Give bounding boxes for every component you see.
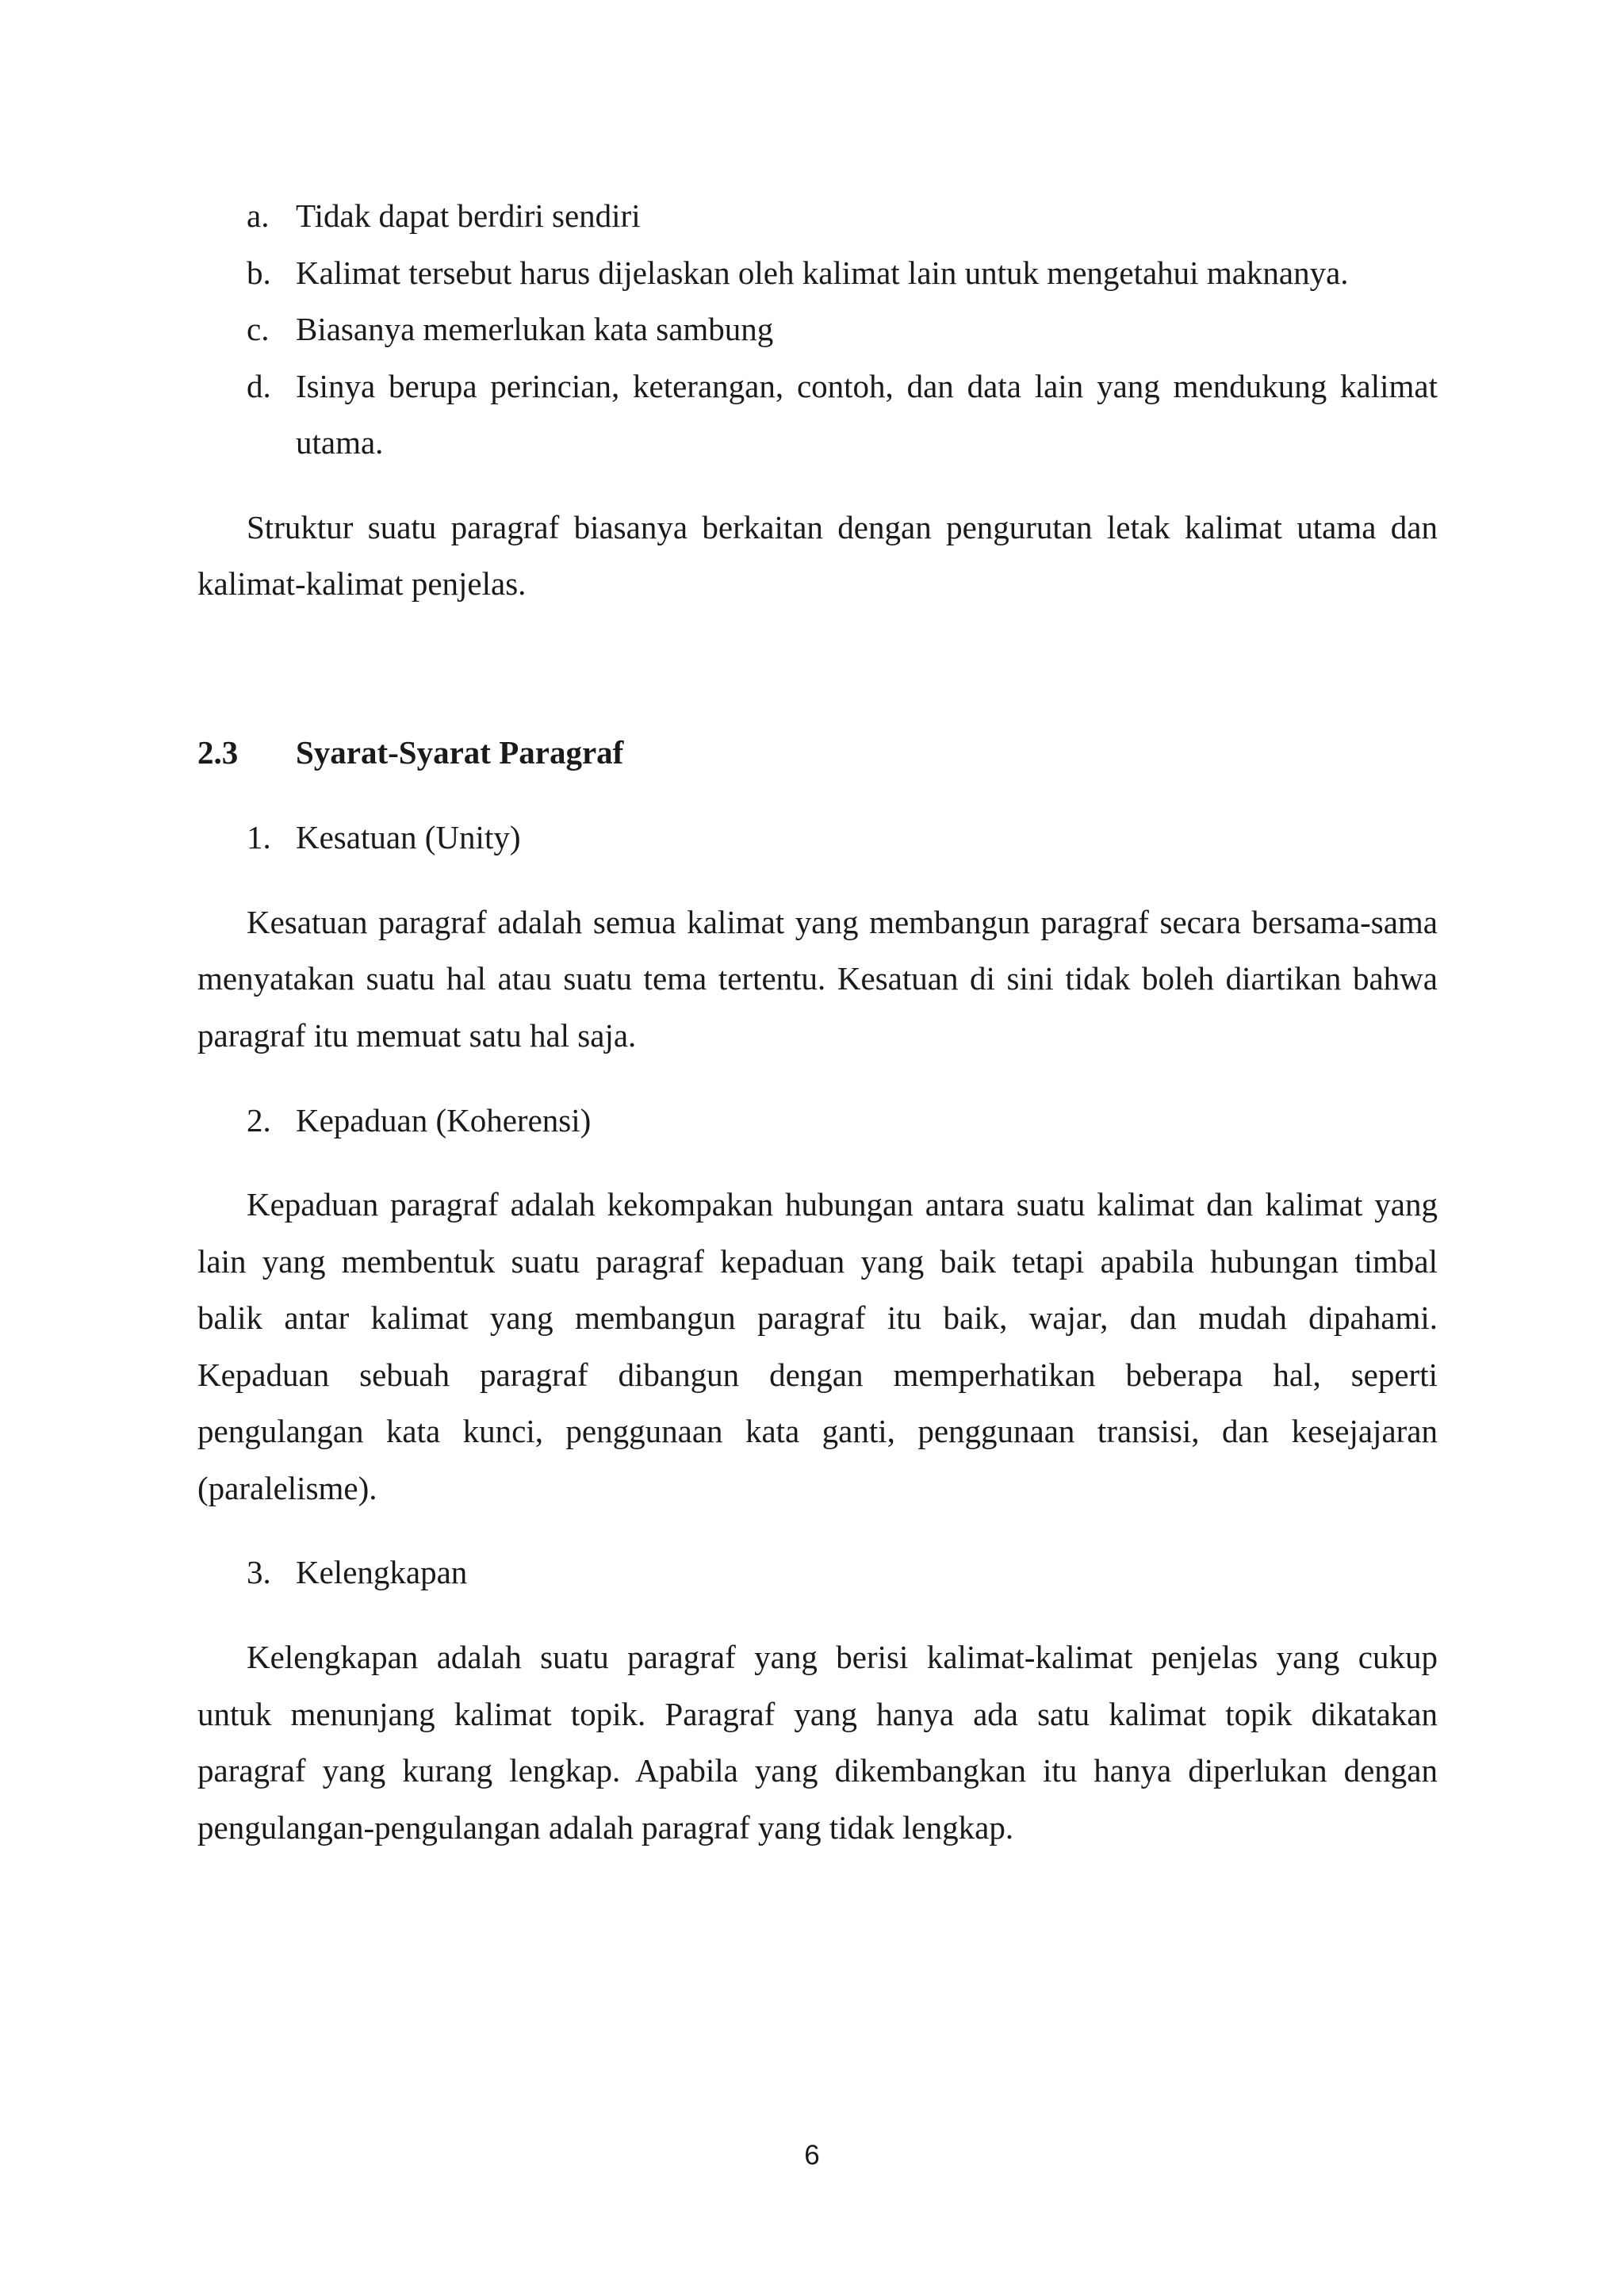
subsection-marker: 1.: [247, 819, 271, 855]
paragraph-line: pengulangan-pengulangan adalah paragraf yang tidak lengkap.: [197, 1809, 1014, 1846]
section-title: Syarat-Syarat Paragraf: [296, 734, 624, 771]
page-number: 6: [804, 2140, 820, 2171]
subsection-title: Kesatuan (Unity): [296, 819, 521, 855]
subsection-title: Kelengkapan: [296, 1554, 468, 1590]
list-marker: a.: [247, 197, 270, 234]
paragraph-line: Kesatuan paragraf adalah semua kalimat yang membangun paragraf secara bersama-sama: [247, 904, 1438, 940]
paragraph-line: paragraf itu memuat satu hal saja.: [197, 1017, 637, 1054]
paragraph-line: lain yang membentuk suatu paragraf kepaduan yang baik tetapi apabila hubungan timbal: [197, 1243, 1438, 1280]
subsection-marker: 3.: [247, 1554, 271, 1590]
section-number: 2.3: [197, 734, 239, 771]
subsection-title: Kepaduan (Koherensi): [296, 1102, 592, 1138]
paragraph-line: menyatakan suatu hal atau suatu tema tertentu. Kesatuan di sini tidak boleh diartikan bahwa: [197, 960, 1438, 997]
paragraph-line: Kepaduan sebuah paragraf dibangun dengan memperhatikan beberapa hal, seperti: [197, 1357, 1438, 1393]
list-marker: b.: [247, 254, 271, 291]
list-item-text: Biasanya memerlukan kata sambung: [296, 311, 774, 347]
paragraph-line: balik antar kalimat yang membangun paragraf itu baik, wajar, dan mudah dipahami.: [197, 1299, 1438, 1336]
paragraph-line: Struktur suatu paragraf biasanya berkaitan dengan pengurutan letak kalimat utama dan: [247, 509, 1438, 545]
list-marker: c.: [247, 311, 270, 347]
subsection-marker: 2.: [247, 1102, 271, 1138]
list-item-text: Kalimat tersebut harus dijelaskan oleh kalimat lain untuk mengetahui maknanya.: [296, 254, 1349, 291]
paragraph-line: Kelengkapan adalah suatu paragraf yang berisi kalimat-kalimat penjelas yang cukup: [247, 1639, 1438, 1675]
list-marker: d.: [247, 368, 271, 404]
paragraph-line: Kepaduan paragraf adalah kekompakan hubungan antara suatu kalimat dan kalimat yang: [247, 1186, 1438, 1223]
paragraph-line: paragraf yang kurang lengkap. Apabila yang dikembangkan itu hanya diperlukan dengan: [197, 1752, 1438, 1789]
paragraph-line: kalimat-kalimat penjelas.: [197, 565, 527, 602]
list-item-text: Isinya berupa perincian, keterangan, contoh, dan data lain yang mendukung kalimat: [296, 368, 1438, 404]
paragraph-line: pengulangan kata kunci, penggunaan kata ganti, penggunaan transisi, dan kesejajaran: [197, 1413, 1438, 1449]
list-item-text: utama.: [296, 424, 384, 461]
list-item-text: Tidak dapat berdiri sendiri: [296, 197, 641, 234]
paragraph-line: (paralelisme).: [197, 1470, 377, 1506]
paragraph-line: untuk menunjang kalimat topik. Paragraf yang hanya ada satu kalimat topik dikatakan: [197, 1696, 1438, 1732]
